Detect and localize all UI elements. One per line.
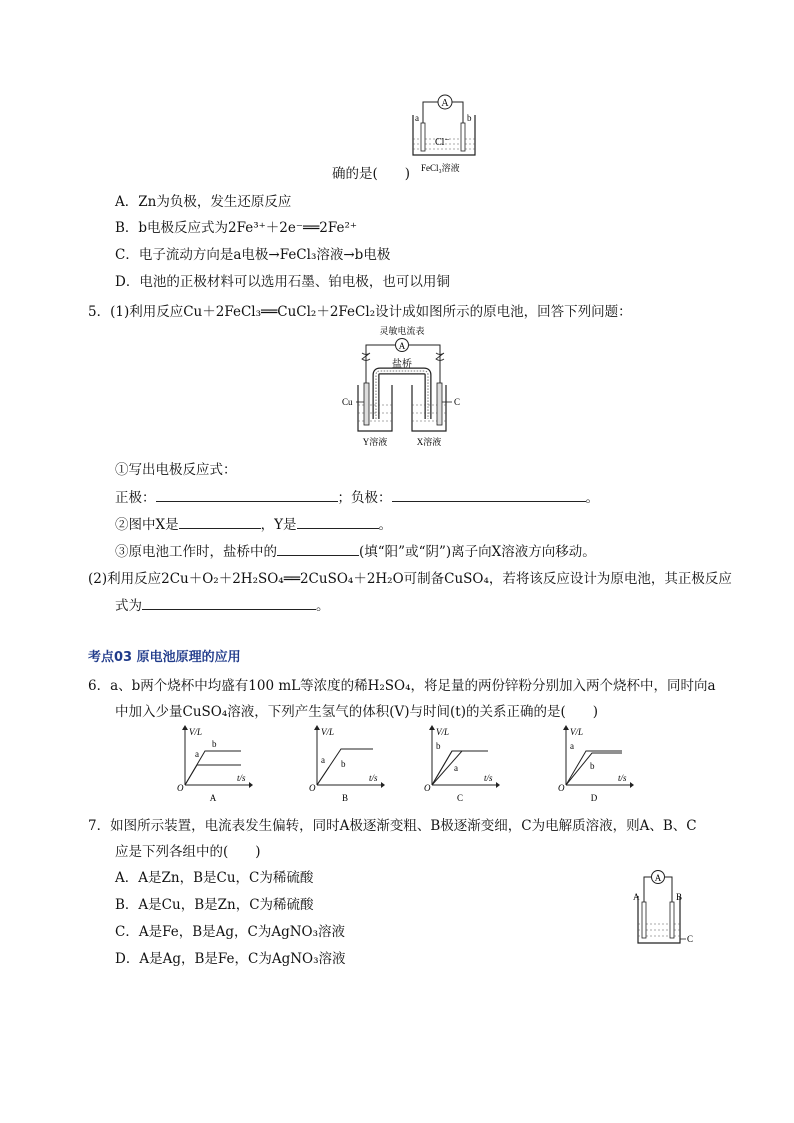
q4-meter-label: A (441, 98, 449, 109)
q5-sub2-line (115, 513, 392, 533)
q5-sub3-tail: (填“阳”或“阴”)离子向X溶液方向移动。 (359, 544, 596, 560)
q6-d-lower-label: b (590, 761, 595, 771)
q5-part1-stem: 5．(1)利用反应Cu＋2FeCl₃══CuCl₂＋2FeCl₂设计成如图所示的原电池，回答下列问题： (88, 304, 632, 320)
q7-cell-figure (628, 868, 698, 948)
q5-negative-blank[interactable] (392, 488, 586, 502)
q6-graph-b-label: B (341, 793, 349, 803)
q5-meter-caption: 灵敏电流表 (379, 326, 425, 336)
q6-line2: 中加入少量CuSO₄溶液，下列产生氢气的体积(V)与时间(t)的关系正确的是( ) (115, 704, 599, 720)
q6-d-origin: O (558, 783, 565, 793)
q6-b-upper-label: a (321, 755, 325, 765)
q6-graph-c (422, 725, 500, 805)
q5-electrode-line (115, 486, 599, 506)
q6-graph-d-label: D (590, 793, 598, 803)
q6-d-upper-label: a (570, 741, 574, 751)
q7-line2: 应是下列各组中的( ) (115, 844, 261, 860)
q4-electrode-a-label: a (415, 113, 419, 123)
q5-sub2-x-label: ②图中X是 (115, 517, 179, 533)
q6-c-upper-label: b (436, 741, 441, 751)
q6-c-origin: O (424, 783, 431, 793)
q6-graph-a-label: A (209, 793, 217, 803)
q5-period-3: 。 (316, 598, 330, 614)
q5-sub3-line (115, 540, 596, 560)
q5-left-electrode: Cu (342, 397, 353, 407)
q5-x-blank[interactable] (179, 515, 261, 529)
q7-option-a: A．A是Zn，B是Cu，C为稀硫酸 (115, 870, 314, 886)
q5-meter-label: A (398, 341, 406, 351)
q5-sub3-lead: ③原电池工作时，盐桥中的 (115, 544, 277, 560)
q5-positive-label: 正极： (115, 490, 156, 506)
q5-part2-lead: 式为 (115, 598, 142, 614)
q6-a-origin: O (177, 783, 184, 793)
q5-ion-blank[interactable] (277, 542, 359, 556)
q6-a-x-axis: t/s (237, 773, 246, 783)
q4-option-d: D．电池的正极材料可以选用石墨、铂电极，也可以用铜 (115, 274, 450, 290)
q5-sub1: ①写出电极反应式： (115, 462, 237, 478)
q6-b-x-axis: t/s (369, 773, 378, 783)
q6-b-lower-label: b (341, 759, 346, 769)
q7-solution-label: C (687, 934, 694, 944)
q6-a-upper-label: b (212, 739, 217, 749)
q5-salt-bridge-figure (340, 323, 465, 451)
q5-negative-label: ；负极： (337, 490, 392, 506)
q6-graph-b (307, 725, 385, 805)
q7-option-c: C．A是Fe，B是Ag，C为AgNO₃溶液 (115, 924, 346, 940)
q6-line1: 6．a、b两个烧杯中均盛有100 mL等浓度的稀H₂SO₄，将足量的两份锌粉分别加入两个烧杯中，同时向a (88, 678, 716, 694)
q5-bridge-label: 盐桥 (392, 359, 412, 370)
q6-a-lower-label: a (195, 749, 199, 759)
q5-y-blank[interactable] (297, 515, 379, 529)
q7-meter-label: A (654, 873, 662, 883)
q4-option-a: A．Zn为负极，发生还原反应 (115, 194, 292, 210)
q6-c-y-axis: V/L (436, 727, 450, 737)
q5-period-2: 。 (378, 517, 393, 533)
q6-d-x-axis: t/s (618, 773, 627, 783)
q4-ion-label: Cl⁻ (435, 137, 450, 148)
q6-b-origin: O (309, 783, 316, 793)
q4-stem-tail: 确的是( ) (332, 166, 411, 182)
q6-a-y-axis: V/L (189, 727, 203, 737)
q7-left-label: A (633, 892, 640, 902)
q6-graph-c-label: C (456, 793, 464, 803)
q4-solution-label: FeCl₃溶液 (421, 163, 460, 173)
section-title: 考点03 原电池原理的应用 (88, 650, 241, 665)
q6-d-y-axis: V/L (570, 727, 584, 737)
q6-graph-d (556, 725, 634, 805)
q5-part2-line2 (115, 594, 330, 614)
q4-electrode-b-label: b (467, 113, 472, 123)
q6-c-lower-label: a (454, 763, 458, 773)
q4-cell-figure (405, 93, 485, 179)
q6-graph-a (175, 725, 253, 805)
q7-option-b: B．A是Cu，B是Zn，C为稀硫酸 (115, 897, 314, 913)
q5-part2-blank[interactable] (142, 596, 316, 610)
q5-sub2-y-label: ，Y是 (260, 517, 297, 533)
q4-option-c: C．电子流动方向是a电极→FeCl₃溶液→b电极 (115, 247, 391, 263)
q7-option-d: D．A是Ag，B是Fe，C为AgNO₃溶液 (115, 951, 346, 967)
q4-option-b: B．b电极反应式为2Fe³⁺＋2e⁻══2Fe²⁺ (115, 220, 358, 236)
q5-part2-line1: (2)利用反应2Cu＋O₂＋2H₂SO₄══2CuSO₄＋2H₂O可制备CuSO₄，若将该反应设计为原电池，其正极反应 (88, 571, 732, 587)
q5-left-solution: Y溶液 (362, 437, 388, 447)
q5-right-solution: X溶液 (416, 437, 442, 447)
q7-right-label: B (676, 892, 683, 902)
q5-period-1: 。 (585, 490, 599, 506)
q6-b-y-axis: V/L (321, 727, 335, 737)
q7-line1: 7．如图所示装置，电流表发生偏转，同时A极逐渐变粗、B极逐渐变细，C为电解质溶液，则A、B、C (88, 818, 697, 834)
q6-c-x-axis: t/s (484, 773, 493, 783)
q5-right-electrode: C (454, 397, 461, 407)
q5-positive-blank[interactable] (156, 488, 338, 502)
